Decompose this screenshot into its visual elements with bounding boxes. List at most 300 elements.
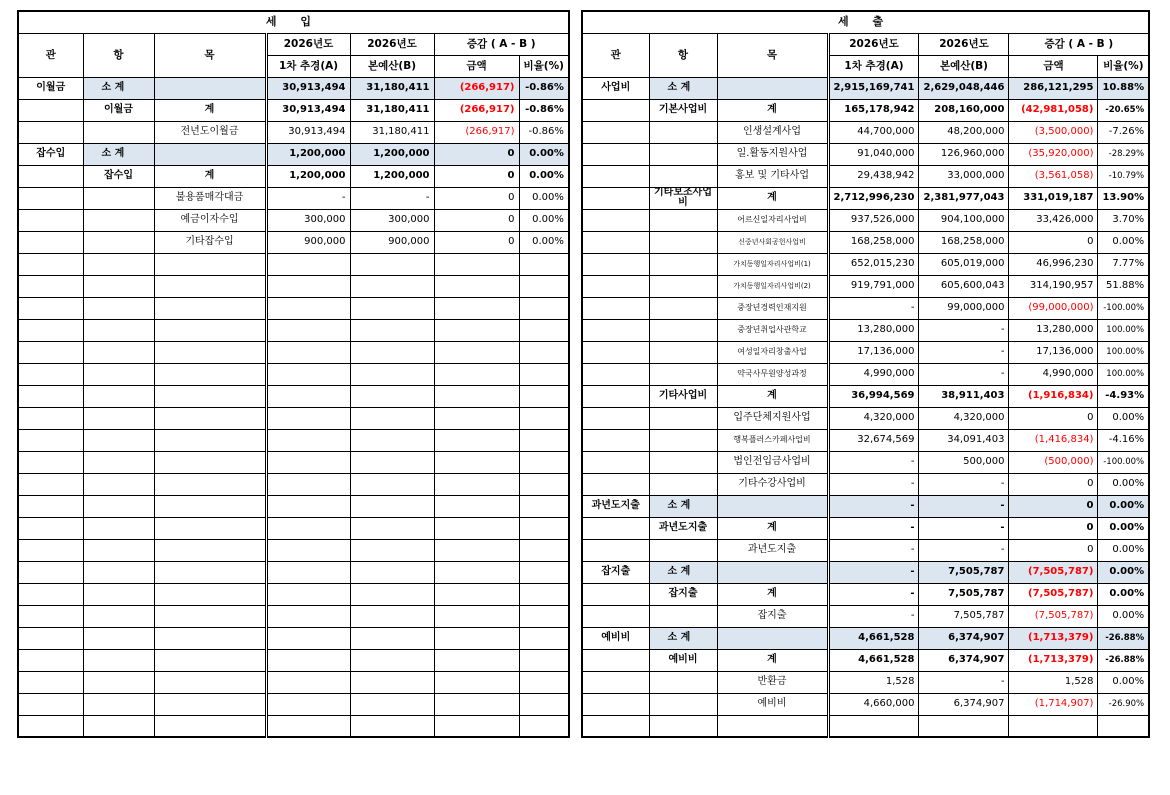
- cell-diff: [434, 715, 519, 737]
- cell-amount-a: 168,258,000: [828, 231, 919, 253]
- cell-ratio: [519, 473, 569, 495]
- cell-ratio: 0.00%: [1098, 495, 1149, 517]
- cell-diff: 0: [434, 165, 519, 187]
- cell-amount-a: [266, 407, 350, 429]
- cell-amount-b: 900,000: [350, 231, 434, 253]
- table-row: [18, 341, 569, 363]
- cell-diff: 0: [1009, 495, 1098, 517]
- cell-hang: [649, 539, 717, 561]
- cell-hang: [83, 693, 154, 715]
- cell-amount-a: -: [828, 495, 919, 517]
- cell-hang: [649, 363, 717, 385]
- cell-ratio: [519, 385, 569, 407]
- cell-mok: [154, 583, 266, 605]
- cell-amount-a: 919,791,000: [828, 275, 919, 297]
- cell-diff: (7,505,787): [1009, 605, 1098, 627]
- cell-amount-b: 48,200,000: [919, 121, 1009, 143]
- col-header-mok: 목: [154, 33, 266, 77]
- cell-amount-a: 4,661,528: [828, 649, 919, 671]
- cell-amount-a: [266, 539, 350, 561]
- col-header-ratio: 비율(%): [519, 55, 569, 77]
- table-row: [582, 561, 1149, 583]
- cell-mok: [154, 715, 266, 737]
- cell-gwan: [18, 583, 83, 605]
- cell-gwan: 이월금: [18, 77, 83, 99]
- cell-gwan: [582, 693, 649, 715]
- cell-amount-a: 4,990,000: [828, 363, 919, 385]
- cell-diff: 1,528: [1009, 671, 1098, 693]
- cell-amount-a: 30,913,494: [266, 121, 350, 143]
- table-row: [582, 605, 1149, 627]
- cell-ratio: -4.16%: [1098, 429, 1149, 451]
- col-header-a-sub: 1차 추경(A): [828, 55, 919, 77]
- cell-mok: 계: [717, 649, 828, 671]
- cell-amount-b: 31,180,411: [350, 77, 434, 99]
- cell-amount-b: [350, 561, 434, 583]
- cell-hang: [83, 275, 154, 297]
- cell-amount-a: [266, 671, 350, 693]
- cell-gwan: [18, 649, 83, 671]
- cell-hang: [83, 341, 154, 363]
- cell-gwan: [582, 385, 649, 407]
- cell-diff: [434, 671, 519, 693]
- cell-hang: [83, 297, 154, 319]
- cell-gwan: [582, 209, 649, 231]
- table-row: [18, 649, 569, 671]
- col-header-b-sub: 본예산(B): [350, 55, 434, 77]
- cell-mok: 전년도이월금: [154, 121, 266, 143]
- table-row: [18, 583, 569, 605]
- cell-hang: [649, 143, 717, 165]
- cell-mok: [154, 539, 266, 561]
- cell-mok: [154, 671, 266, 693]
- cell-ratio: [519, 319, 569, 341]
- cell-gwan: 과년도지출: [582, 495, 649, 517]
- cell-ratio: 0.00%: [1098, 671, 1149, 693]
- cell-mok: 신중년사회공헌사업비: [717, 231, 828, 253]
- cell-gwan: [582, 231, 649, 253]
- cell-mok: [154, 495, 266, 517]
- cell-amount-b: 168,258,000: [919, 231, 1009, 253]
- cell-diff: [434, 429, 519, 451]
- cell-diff: [434, 561, 519, 583]
- table-row: [18, 363, 569, 385]
- cell-hang: 잡지출: [649, 583, 717, 605]
- cell-mok: 법인전입금사업비: [717, 451, 828, 473]
- cell-hang: [649, 605, 717, 627]
- cell-amount-a: -: [828, 473, 919, 495]
- cell-amount-a: [828, 715, 919, 737]
- cell-amount-a: 652,015,230: [828, 253, 919, 275]
- cell-diff: (99,000,000): [1009, 297, 1098, 319]
- cell-mok: [154, 341, 266, 363]
- cell-gwan: [18, 319, 83, 341]
- cell-diff: 286,121,295: [1009, 77, 1098, 99]
- cell-gwan: [18, 495, 83, 517]
- cell-gwan: [18, 561, 83, 583]
- cell-mok: 계: [154, 99, 266, 121]
- cell-ratio: 0.00%: [519, 143, 569, 165]
- cell-diff: (1,916,834): [1009, 385, 1098, 407]
- cell-mok: 과년도지출: [717, 539, 828, 561]
- cell-amount-a: -: [828, 605, 919, 627]
- cell-amount-a: [266, 561, 350, 583]
- cell-gwan: 예비비: [582, 627, 649, 649]
- cell-mok: 가치동행일자리사업비(2): [717, 275, 828, 297]
- cell-amount-b: -: [919, 319, 1009, 341]
- cell-mok: [717, 561, 828, 583]
- cell-ratio: -0.86%: [519, 77, 569, 99]
- table-row: [582, 539, 1149, 561]
- cell-hang: 소 계: [649, 561, 717, 583]
- cell-hang: [83, 495, 154, 517]
- cell-amount-b: 6,374,907: [919, 693, 1009, 715]
- cell-mok: 행복플러스카페사업비: [717, 429, 828, 451]
- cell-amount-b: [350, 385, 434, 407]
- cell-mok: [154, 275, 266, 297]
- cell-hang: [649, 275, 717, 297]
- cell-hang: [649, 451, 717, 473]
- cell-amount-b: [350, 539, 434, 561]
- cell-ratio: [519, 649, 569, 671]
- table-row: [582, 473, 1149, 495]
- cell-diff: 0: [1009, 473, 1098, 495]
- cell-gwan: [582, 121, 649, 143]
- cell-gwan: [582, 407, 649, 429]
- cell-gwan: [18, 539, 83, 561]
- table-row: [582, 671, 1149, 693]
- cell-amount-b: 2,381,977,043: [919, 187, 1009, 209]
- table-row: [582, 693, 1149, 715]
- table-row: [582, 77, 1149, 99]
- cell-mok: [717, 627, 828, 649]
- cell-amount-a: 2,915,169,741: [828, 77, 919, 99]
- cell-amount-a: 2,712,996,230: [828, 187, 919, 209]
- cell-diff: 0: [434, 231, 519, 253]
- cell-diff: [434, 693, 519, 715]
- cell-amount-a: 4,320,000: [828, 407, 919, 429]
- cell-mok: [154, 407, 266, 429]
- cell-gwan: [18, 231, 83, 253]
- cell-amount-a: 32,674,569: [828, 429, 919, 451]
- table-row: [582, 187, 1149, 209]
- table-row: [18, 693, 569, 715]
- cell-hang: [83, 253, 154, 275]
- cell-diff: (3,561,058): [1009, 165, 1098, 187]
- cell-mok: 홍보 및 기타사업: [717, 165, 828, 187]
- cell-amount-a: [266, 473, 350, 495]
- table-row: [582, 583, 1149, 605]
- cell-diff: 0: [434, 143, 519, 165]
- cell-mok: [154, 77, 266, 99]
- cell-ratio: -26.88%: [1098, 627, 1149, 649]
- cell-hang: [83, 209, 154, 231]
- cell-ratio: [519, 605, 569, 627]
- cell-ratio: -0.86%: [519, 99, 569, 121]
- table-row: [582, 407, 1149, 429]
- cell-amount-a: -: [828, 517, 919, 539]
- cell-amount-a: 36,994,569: [828, 385, 919, 407]
- table-row: [582, 209, 1149, 231]
- table-row: [582, 517, 1149, 539]
- table-row: [582, 649, 1149, 671]
- cell-mok: 어르신일자리사업비: [717, 209, 828, 231]
- col-header-a-sub: 1차 추경(A): [266, 55, 350, 77]
- cell-diff: 0: [1009, 231, 1098, 253]
- cell-diff: 4,990,000: [1009, 363, 1098, 385]
- cell-hang: [649, 253, 717, 275]
- cell-amount-b: 6,374,907: [919, 649, 1009, 671]
- cell-amount-b: [350, 297, 434, 319]
- cell-hang: 기타사업비: [649, 385, 717, 407]
- cell-mok: [154, 627, 266, 649]
- cell-amount-a: [266, 451, 350, 473]
- cell-mok: [154, 605, 266, 627]
- cell-amount-b: 1,200,000: [350, 143, 434, 165]
- cell-mok: 가치동행일자리사업비(1): [717, 253, 828, 275]
- cell-amount-b: 1,200,000: [350, 165, 434, 187]
- table-row: [18, 495, 569, 517]
- cell-hang: [83, 605, 154, 627]
- cell-diff: [434, 297, 519, 319]
- cell-gwan: [582, 165, 649, 187]
- cell-mok: [154, 143, 266, 165]
- cell-gwan: [582, 297, 649, 319]
- cell-ratio: [519, 671, 569, 693]
- cell-amount-b: 7,505,787: [919, 583, 1009, 605]
- table-row: [18, 473, 569, 495]
- cell-diff: [434, 363, 519, 385]
- cell-amount-a: -: [828, 583, 919, 605]
- col-header-b-sub: 본예산(B): [919, 55, 1009, 77]
- table-row: [18, 143, 569, 165]
- revenue-title: 세 입: [18, 11, 569, 33]
- cell-diff: 13,280,000: [1009, 319, 1098, 341]
- cell-ratio: 13.90%: [1098, 187, 1149, 209]
- cell-amount-a: -: [828, 297, 919, 319]
- cell-gwan: [18, 275, 83, 297]
- cell-amount-a: [266, 341, 350, 363]
- cell-diff: (7,505,787): [1009, 583, 1098, 605]
- cell-gwan: [582, 671, 649, 693]
- cell-amount-b: [350, 671, 434, 693]
- table-row: [18, 275, 569, 297]
- cell-diff: [434, 627, 519, 649]
- cell-hang: 기타보조사업비: [649, 187, 717, 209]
- cell-mok: [154, 319, 266, 341]
- cell-diff: 0: [434, 209, 519, 231]
- cell-amount-b: 300,000: [350, 209, 434, 231]
- cell-hang: [649, 429, 717, 451]
- expense-table: [581, 10, 1150, 738]
- cell-hang: [83, 187, 154, 209]
- cell-hang: [83, 539, 154, 561]
- table-row: [582, 385, 1149, 407]
- cell-hang: [83, 451, 154, 473]
- table-row: [18, 429, 569, 451]
- table-row: [18, 77, 569, 99]
- cell-amount-b: 605,019,000: [919, 253, 1009, 275]
- cell-hang: [83, 473, 154, 495]
- cell-ratio: 3.70%: [1098, 209, 1149, 231]
- cell-gwan: [18, 363, 83, 385]
- cell-gwan: [582, 143, 649, 165]
- cell-amount-a: 13,280,000: [828, 319, 919, 341]
- cell-amount-a: -: [828, 561, 919, 583]
- cell-amount-a: [266, 429, 350, 451]
- cell-hang: [649, 165, 717, 187]
- cell-hang: [83, 319, 154, 341]
- table-row: [582, 275, 1149, 297]
- cell-diff: (266,917): [434, 99, 519, 121]
- cell-hang: [83, 561, 154, 583]
- table-row: [18, 99, 569, 121]
- cell-amount-b: 126,960,000: [919, 143, 1009, 165]
- cell-amount-b: 31,180,411: [350, 99, 434, 121]
- cell-amount-a: [266, 495, 350, 517]
- table-row: [18, 187, 569, 209]
- cell-diff: [434, 407, 519, 429]
- table-row: [582, 121, 1149, 143]
- cell-mok: 잡지출: [717, 605, 828, 627]
- col-header-b-year: 2026년도: [350, 33, 434, 55]
- cell-hang: [649, 297, 717, 319]
- cell-hang: [649, 209, 717, 231]
- cell-diff: [434, 605, 519, 627]
- cell-mok: 입주단체지원사업: [717, 407, 828, 429]
- cell-amount-b: 7,505,787: [919, 605, 1009, 627]
- cell-gwan: 사업비: [582, 77, 649, 99]
- cell-mok: 계: [717, 583, 828, 605]
- cell-ratio: 0.00%: [1098, 605, 1149, 627]
- cell-hang: [649, 121, 717, 143]
- cell-mok: 예금이자수입: [154, 209, 266, 231]
- cell-amount-b: -: [919, 363, 1009, 385]
- cell-ratio: [519, 363, 569, 385]
- cell-diff: [434, 539, 519, 561]
- cell-hang: 소 계: [83, 77, 154, 99]
- cell-gwan: [18, 209, 83, 231]
- cell-mok: [154, 561, 266, 583]
- col-header-ratio: 비율(%): [1098, 55, 1149, 77]
- cell-ratio: 10.88%: [1098, 77, 1149, 99]
- cell-hang: [83, 627, 154, 649]
- cell-amount-b: [350, 253, 434, 275]
- cell-diff: [434, 495, 519, 517]
- cell-ratio: 0.00%: [1098, 539, 1149, 561]
- cell-amount-b: 4,320,000: [919, 407, 1009, 429]
- table-row: [18, 209, 569, 231]
- cell-amount-b: [350, 627, 434, 649]
- cell-amount-a: 4,661,528: [828, 627, 919, 649]
- cell-diff: (42,981,058): [1009, 99, 1098, 121]
- cell-diff: (266,917): [434, 121, 519, 143]
- col-header-mok: 목: [717, 33, 828, 77]
- cell-ratio: [519, 561, 569, 583]
- cell-hang: [83, 121, 154, 143]
- cell-hang: [649, 319, 717, 341]
- cell-amount-a: [266, 275, 350, 297]
- cell-gwan: [582, 715, 649, 737]
- cell-hang: 소 계: [83, 143, 154, 165]
- cell-gwan: [18, 517, 83, 539]
- cell-hang: [649, 693, 717, 715]
- cell-gwan: [582, 275, 649, 297]
- col-header-diff: 증감 ( A - B ): [1009, 33, 1149, 55]
- table-row: [582, 231, 1149, 253]
- cell-amount-a: [266, 715, 350, 737]
- table-row: [18, 231, 569, 253]
- cell-mok: 계: [154, 165, 266, 187]
- cell-diff: [434, 517, 519, 539]
- cell-amount-b: 34,091,403: [919, 429, 1009, 451]
- cell-amount-b: -: [919, 517, 1009, 539]
- cell-gwan: [582, 253, 649, 275]
- table-row: [18, 627, 569, 649]
- cell-amount-b: 6,374,907: [919, 627, 1009, 649]
- cell-amount-b: [350, 473, 434, 495]
- cell-diff: 0: [434, 187, 519, 209]
- cell-gwan: [582, 605, 649, 627]
- cell-amount-b: [350, 275, 434, 297]
- cell-amount-a: 4,660,000: [828, 693, 919, 715]
- cell-ratio: 100.00%: [1098, 363, 1149, 385]
- table-row: [582, 715, 1149, 737]
- cell-ratio: -28.29%: [1098, 143, 1149, 165]
- cell-ratio: 100.00%: [1098, 319, 1149, 341]
- cell-amount-a: [266, 693, 350, 715]
- cell-amount-a: 29,438,942: [828, 165, 919, 187]
- cell-gwan: [582, 517, 649, 539]
- cell-diff: (266,917): [434, 77, 519, 99]
- cell-mok: [154, 649, 266, 671]
- cell-mok: 계: [717, 385, 828, 407]
- cell-mok: 여성일자리창출사업: [717, 341, 828, 363]
- cell-amount-b: -: [919, 495, 1009, 517]
- table-row: [18, 385, 569, 407]
- cell-hang: 소 계: [649, 627, 717, 649]
- col-header-gwan: 관: [582, 33, 649, 77]
- cell-hang: [649, 671, 717, 693]
- cell-ratio: -4.93%: [1098, 385, 1149, 407]
- cell-amount-a: 30,913,494: [266, 99, 350, 121]
- cell-ratio: [519, 517, 569, 539]
- cell-amount-b: [350, 451, 434, 473]
- cell-hang: [83, 649, 154, 671]
- cell-mok: [154, 253, 266, 275]
- cell-gwan: [582, 363, 649, 385]
- cell-diff: [434, 649, 519, 671]
- cell-amount-b: -: [919, 473, 1009, 495]
- table-row: [582, 319, 1149, 341]
- cell-amount-a: -: [266, 187, 350, 209]
- cell-amount-b: 605,600,043: [919, 275, 1009, 297]
- cell-amount-a: 1,528: [828, 671, 919, 693]
- revenue-table: [17, 10, 570, 738]
- cell-hang: 소 계: [649, 495, 717, 517]
- cell-amount-b: 38,911,403: [919, 385, 1009, 407]
- cell-hang: [83, 583, 154, 605]
- cell-gwan: [18, 121, 83, 143]
- cell-ratio: -20.65%: [1098, 99, 1149, 121]
- cell-diff: 314,190,957: [1009, 275, 1098, 297]
- cell-ratio: [519, 627, 569, 649]
- cell-mok: [154, 451, 266, 473]
- cell-diff: 0: [1009, 407, 1098, 429]
- col-header-hang: 항: [649, 33, 717, 77]
- cell-amount-a: [266, 385, 350, 407]
- cell-ratio: -0.86%: [519, 121, 569, 143]
